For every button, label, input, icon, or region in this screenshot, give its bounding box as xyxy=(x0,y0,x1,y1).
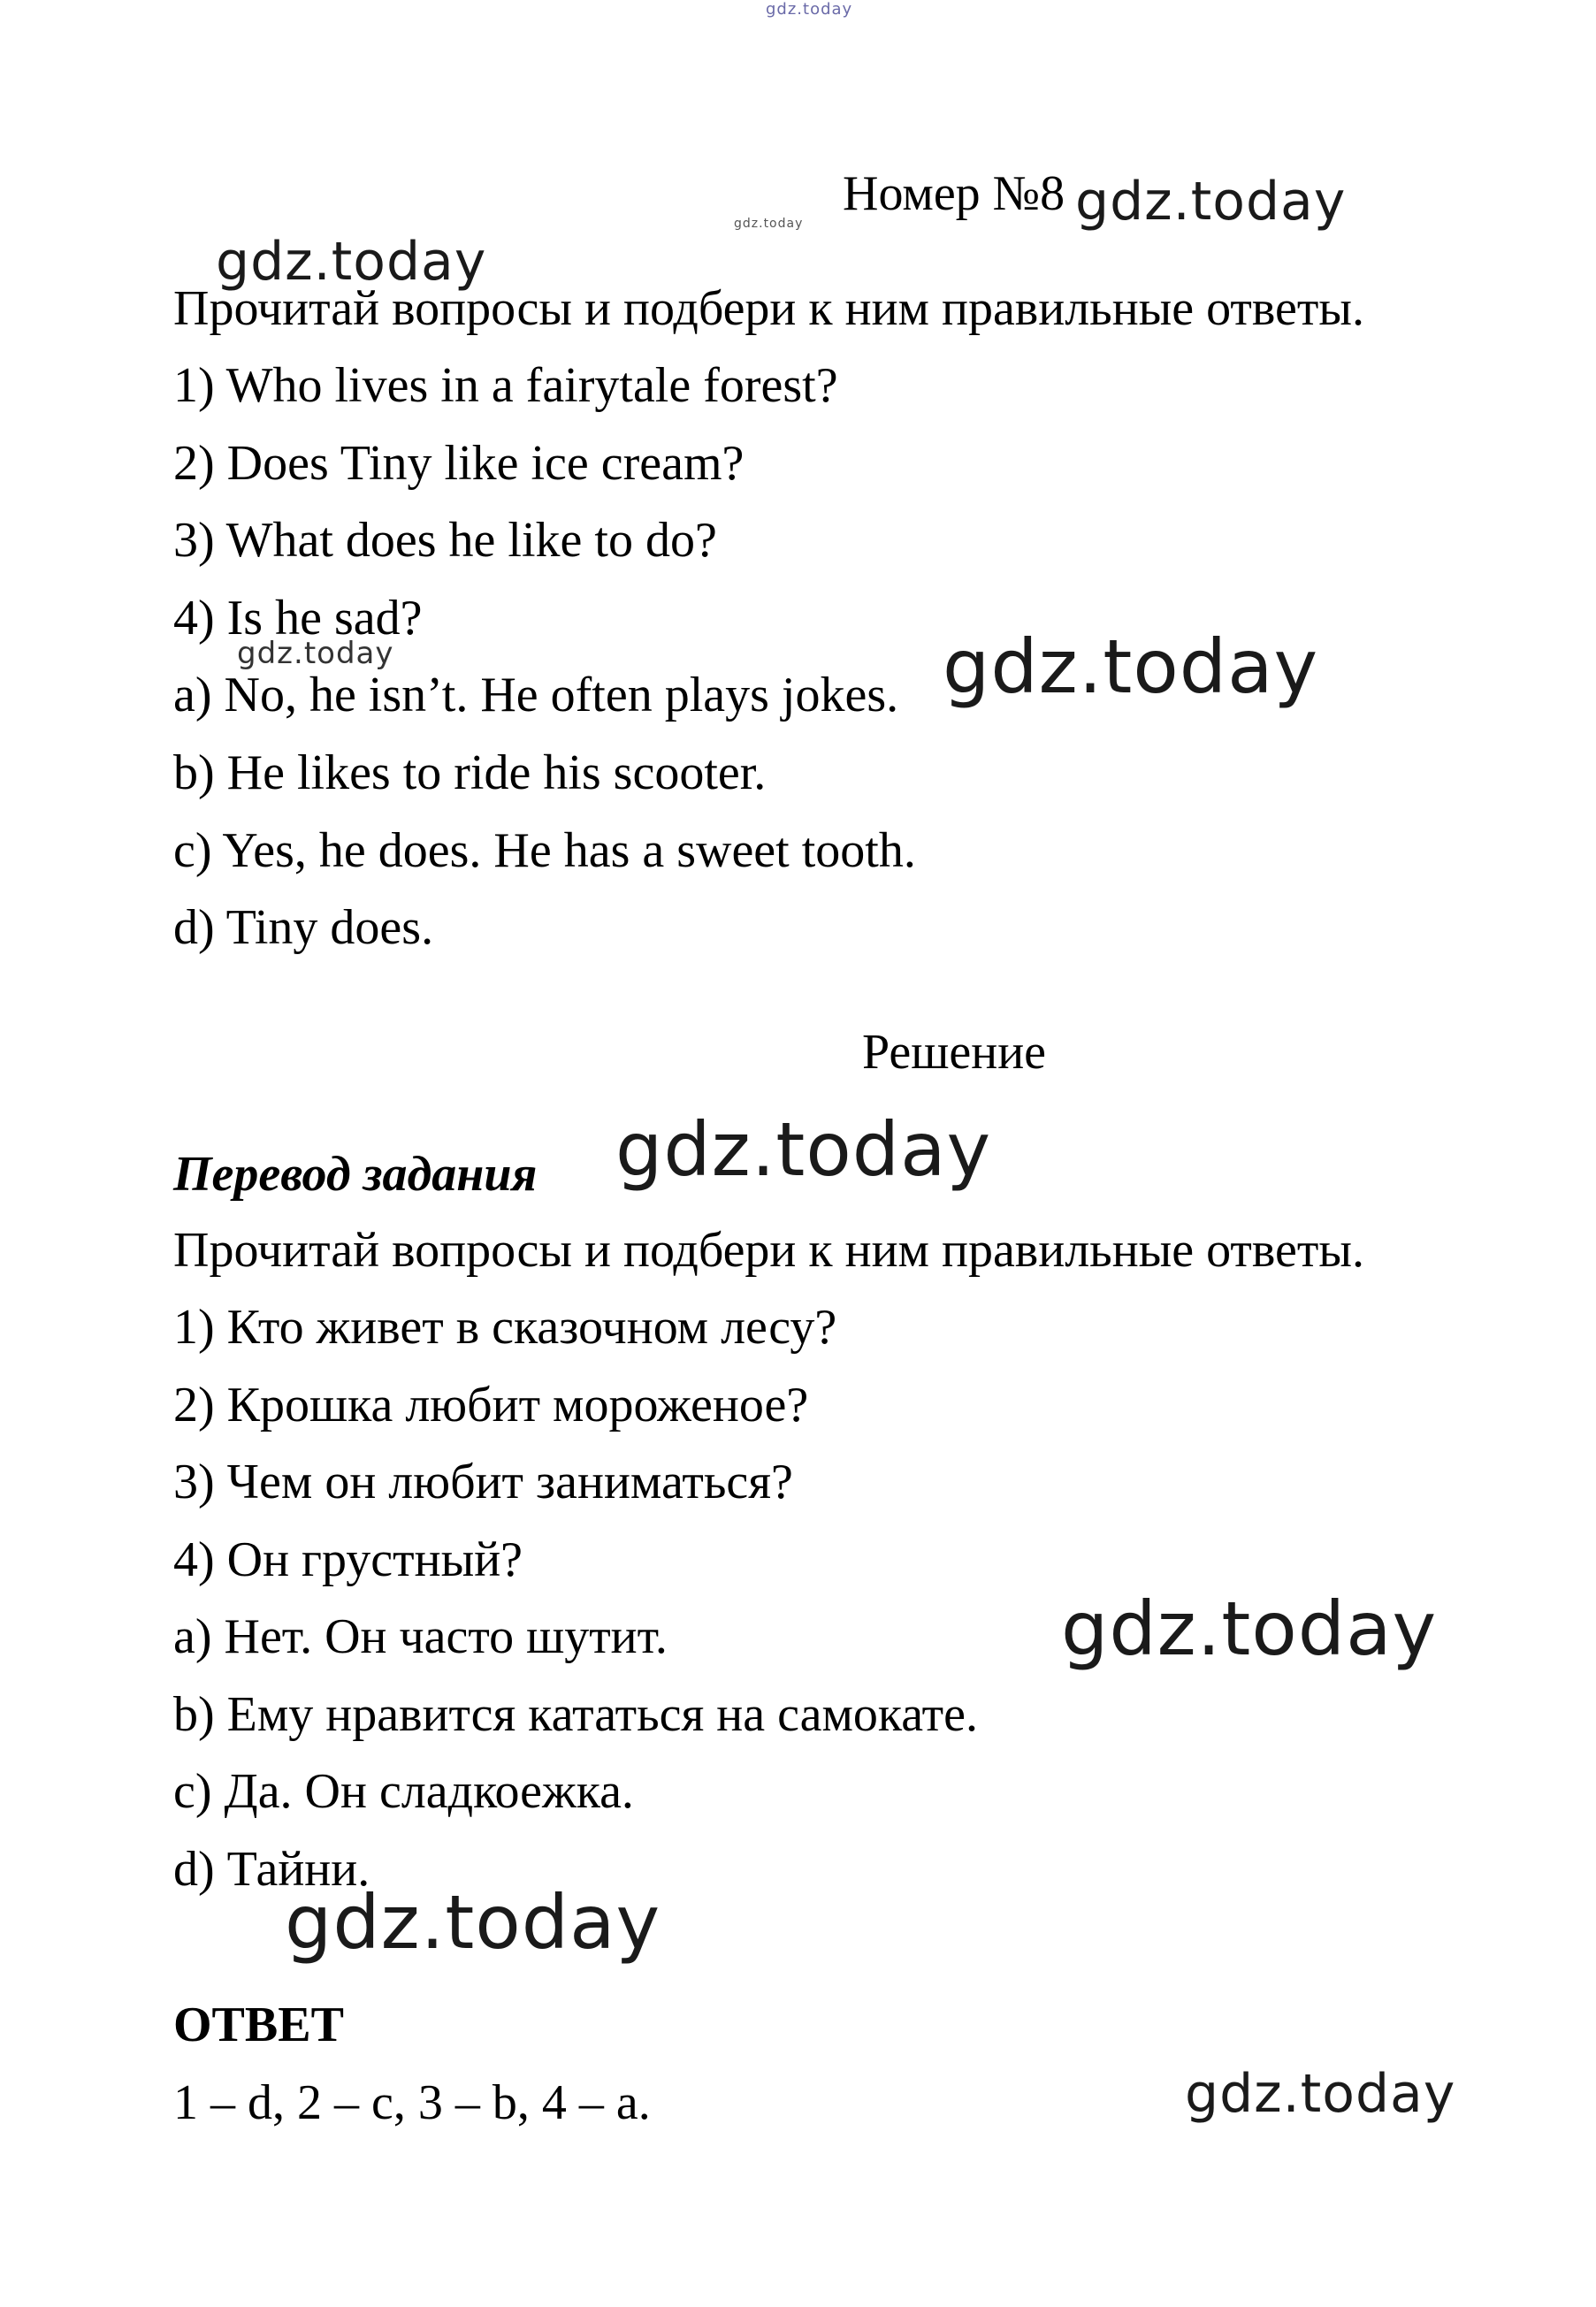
task-instruction: Прочитай вопросы и подбери к ним правильные ответы. xyxy=(173,281,1364,336)
translation-answer-d: d) Тайни. xyxy=(173,1842,370,1897)
translation-answer-a: a) Нет. Он часто шутит. xyxy=(173,1609,668,1664)
watermark-left: gdz.today xyxy=(216,231,487,293)
question-2: 2) Does Tiny like ice cream? xyxy=(173,436,745,491)
watermark-big-1: gdz.today xyxy=(943,623,1319,710)
answer-d: d) Tiny does. xyxy=(173,900,434,955)
question-4: 4) Is he sad? xyxy=(173,591,423,646)
watermark-title: gdz.today xyxy=(1075,171,1347,233)
watermark-bottom: gdz.today xyxy=(1185,2063,1456,2125)
watermark-top: gdz.today xyxy=(766,0,853,19)
solution-heading: Решение xyxy=(862,1025,1047,1080)
watermark-small: gdz.today xyxy=(237,636,394,671)
translation-instruction: Прочитай вопросы и подбери к ним правильные ответы. xyxy=(173,1223,1364,1278)
page-title: Номер №8 xyxy=(843,166,1065,221)
translation-question-4: 4) Он грустный? xyxy=(173,1532,523,1587)
watermark-tiny: gdz.today xyxy=(734,217,804,231)
answer-a: a) No, he isn’t. He often plays jokes. xyxy=(173,668,899,722)
translation-answer-c: c) Да. Он сладкоежка. xyxy=(173,1764,634,1819)
answer-text: 1 – d, 2 – c, 3 – b, 4 – a. xyxy=(173,2075,651,2130)
translation-question-3: 3) Чем он любит заниматься? xyxy=(173,1455,793,1509)
answer-c: c) Yes, he does. He has a sweet tooth. xyxy=(173,823,916,878)
question-3: 3) What does he like to do? xyxy=(173,513,717,568)
answer-b: b) He likes to ride his scooter. xyxy=(173,745,767,800)
watermark-big-2: gdz.today xyxy=(615,1106,992,1193)
translation-heading: Перевод задания xyxy=(173,1147,538,1202)
watermark-big-4: gdz.today xyxy=(285,1879,661,1966)
translation-answer-b: b) Ему нравится кататься на самокате. xyxy=(173,1687,978,1742)
question-1: 1) Who lives in a fairytale forest? xyxy=(173,358,838,413)
translation-question-1: 1) Кто живет в сказочном лесу? xyxy=(173,1300,837,1355)
watermark-big-3: gdz.today xyxy=(1061,1585,1438,1672)
translation-question-2: 2) Крошка любит мороженое? xyxy=(173,1378,809,1432)
answer-heading: ОТВЕТ xyxy=(173,1998,344,2052)
